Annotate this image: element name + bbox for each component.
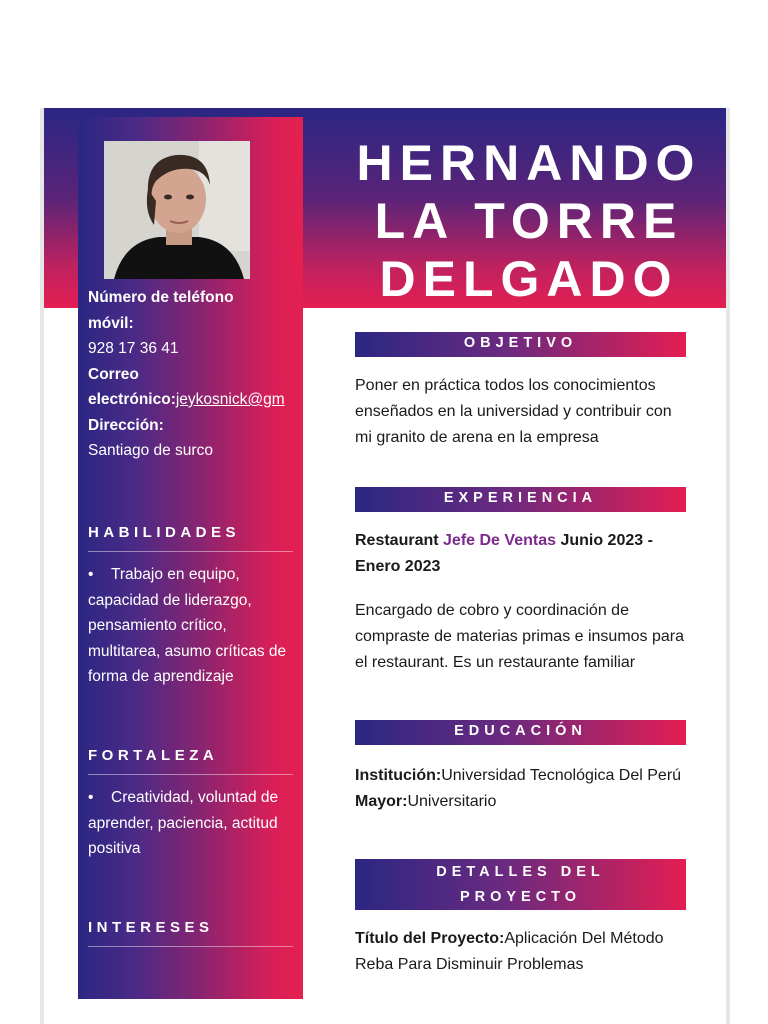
experience-description: Encargado de cobro y coordinación de compraste de materias primas e insumos para el restaurant. Es un restaurante familiar <box>355 602 685 671</box>
experience-title <box>355 528 686 580</box>
name-line-3: DELGADO <box>379 251 679 307</box>
contact-info <box>88 285 303 464</box>
major-value: Universitario <box>407 793 497 810</box>
phone-value: 928 17 36 41 <box>88 340 179 357</box>
experience-company: Restaurant <box>355 532 439 549</box>
strengths-list <box>88 785 293 862</box>
resume-page <box>44 108 726 1024</box>
project-heading-line-1: DETALLES DEL <box>436 864 605 880</box>
project-details <box>355 926 686 978</box>
skills-heading: HABILIDADES <box>88 524 293 552</box>
skills-section <box>88 524 293 690</box>
address-label: Dirección: <box>88 416 164 434</box>
education-heading: EDUCACIÓN <box>355 720 686 745</box>
phone-label-cont: móvil: <box>88 314 134 332</box>
objective-text: Poner en práctica todos los conocimientos enseñados en la universidad y contribuir con mi granito de arena en la empresa <box>355 377 672 446</box>
name-line-2: LA TORRE <box>374 193 684 249</box>
experience-heading: EXPERIENCIA <box>355 487 686 512</box>
education-details <box>355 763 686 815</box>
strengths-item: • Creatividad, voluntad de aprender, paciencia, actitud positiva <box>88 785 293 862</box>
skills-list <box>88 562 293 690</box>
skills-item: • Trabajo en equipo, capacidad de liderazgo, pensamiento crítico, multitarea, asumo críticas de forma de aprendizaje <box>88 562 293 690</box>
phone-label: Número de teléfono <box>88 289 234 306</box>
major-label: Mayor: <box>355 793 408 810</box>
project-heading <box>355 859 686 910</box>
project-title-label: Título del Proyecto: <box>355 930 505 947</box>
interests-heading: INTERESES <box>88 919 293 947</box>
strengths-section <box>88 747 293 862</box>
email-label-cont: electrónico: <box>88 391 176 408</box>
project-heading-line-2: PROYECTO <box>459 889 582 905</box>
institution-label: Institución: <box>355 767 442 784</box>
experience-dates: Junio 2023 - Enero 2023 <box>355 532 653 575</box>
sidebar <box>78 117 303 999</box>
email-link[interactable]: jeykosnick@gm <box>175 391 285 408</box>
institution-value: Universidad Tecnológica Del Perú <box>441 767 682 784</box>
objective-heading: OBJETIVO <box>355 332 686 357</box>
interests-section <box>88 919 293 947</box>
profile-photo <box>104 141 250 279</box>
address-value: Santiago de surco <box>88 442 213 459</box>
email-label: Correo <box>88 365 139 383</box>
project-title-value: Aplicación Del Método Reba Para Disminuir Problemas <box>355 930 664 973</box>
experience-role: Jefe De Ventas <box>443 532 556 549</box>
candidate-name <box>334 134 724 308</box>
strengths-heading: FORTALEZA <box>88 747 293 775</box>
name-line-1: HERNANDO <box>356 135 702 191</box>
